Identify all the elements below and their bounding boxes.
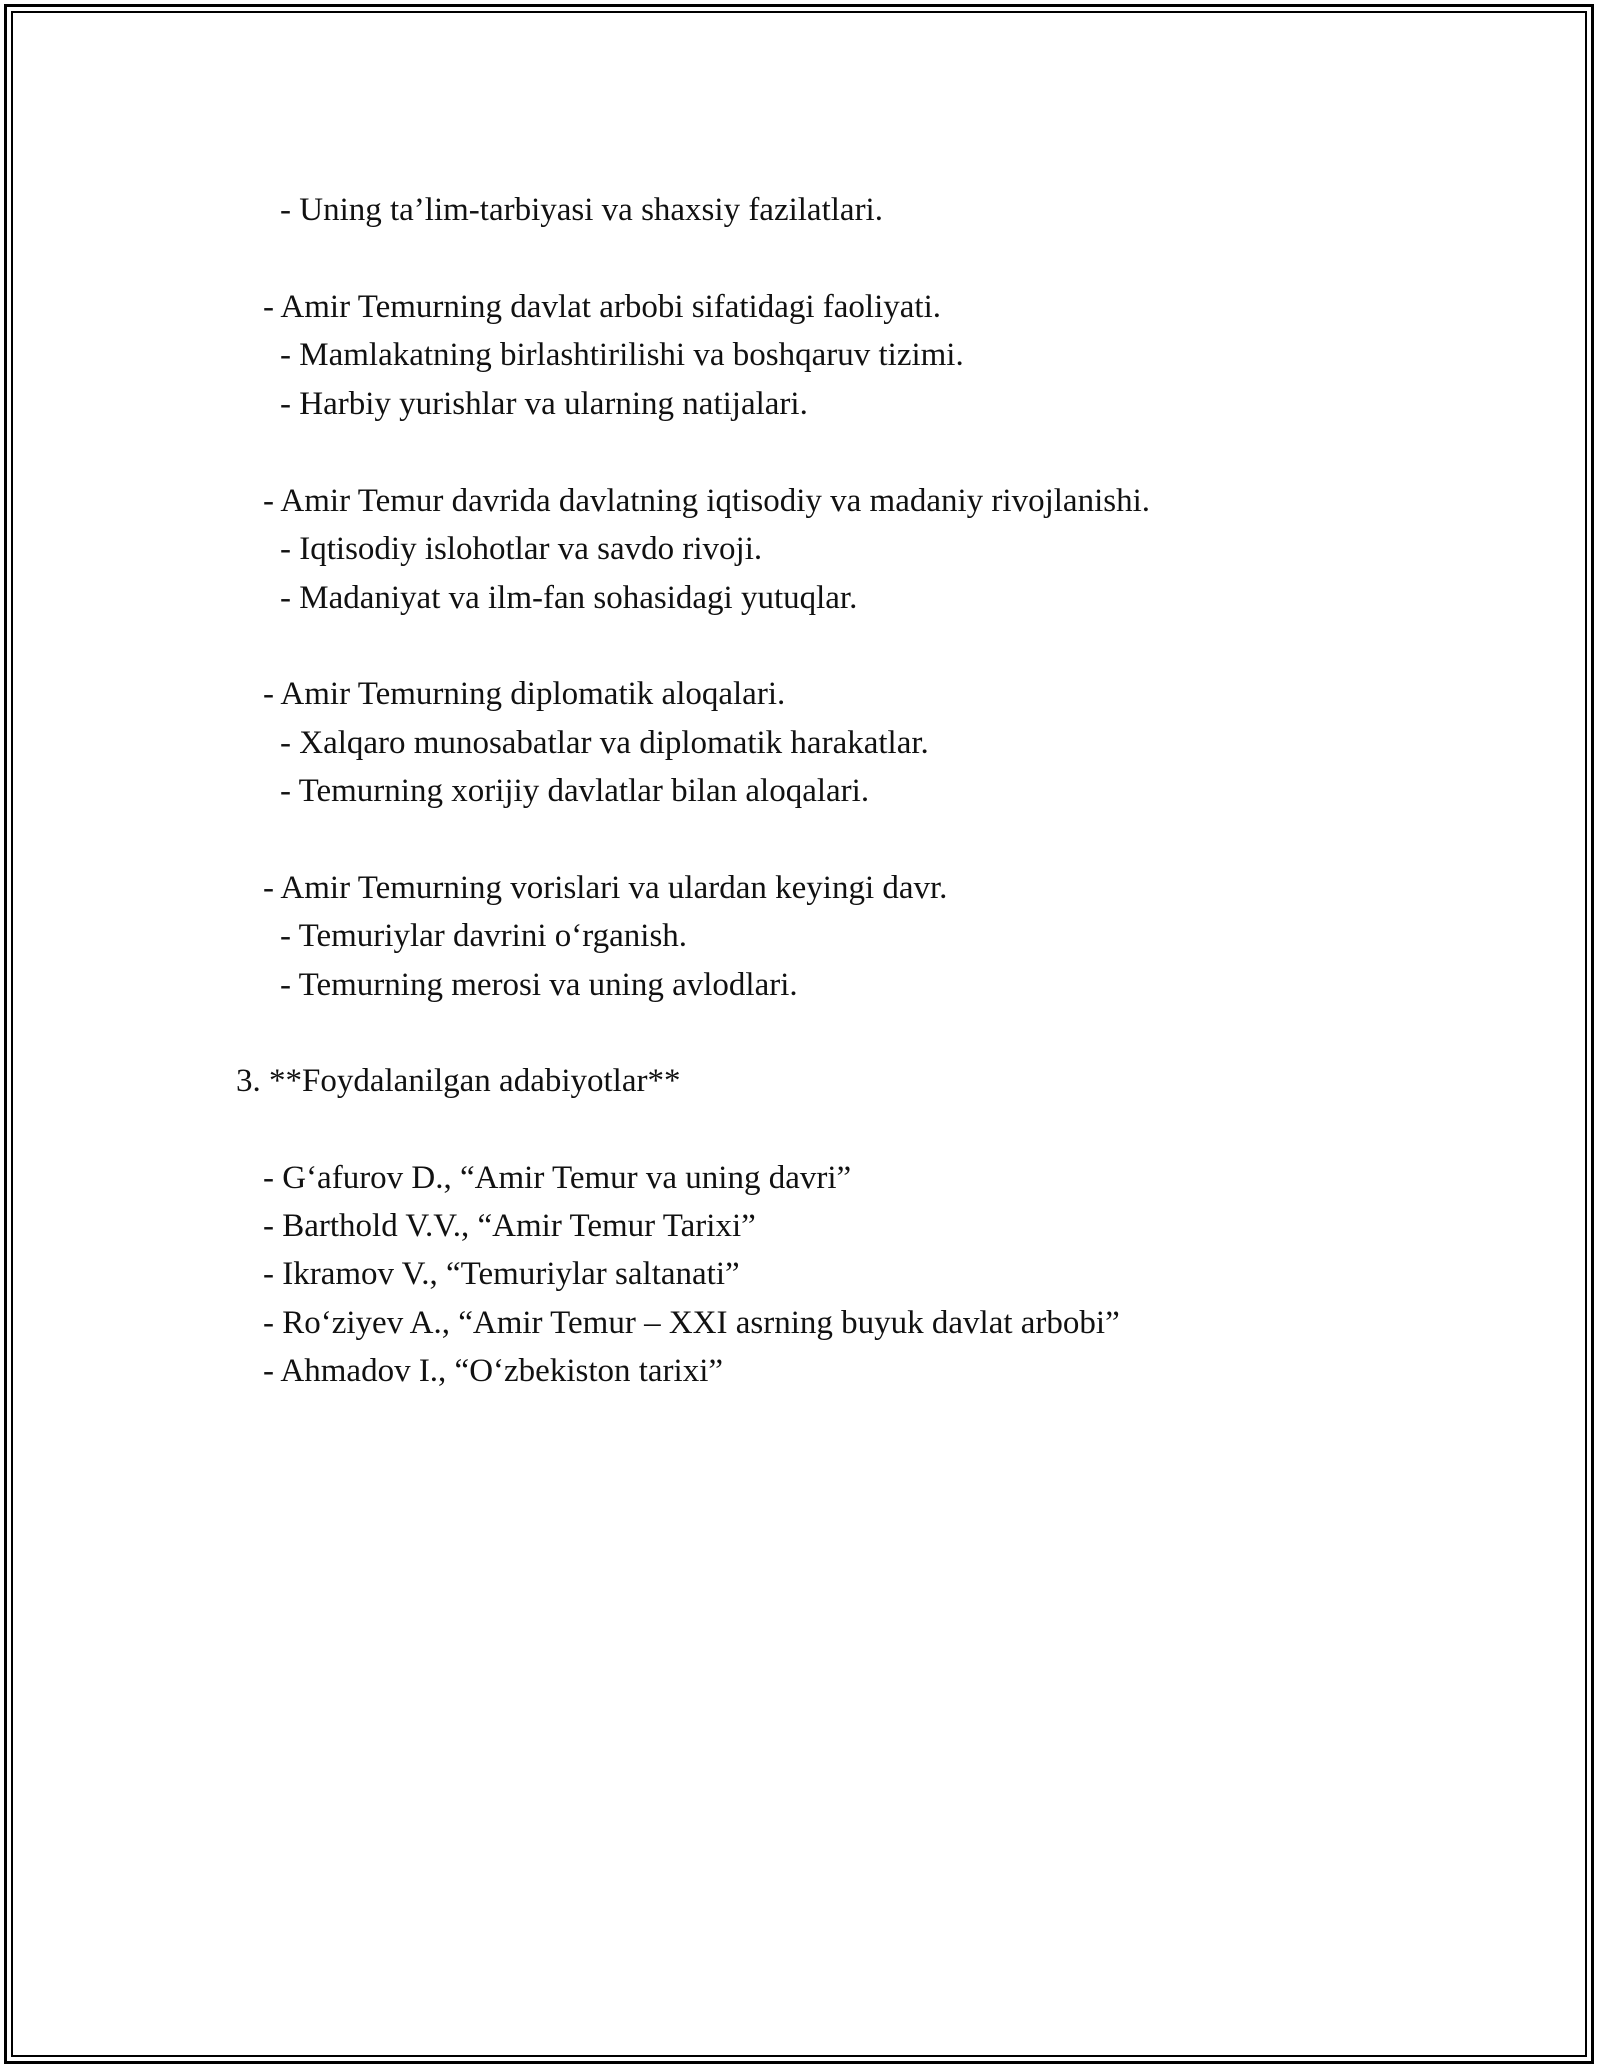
reference-item: - Ikramov V., “Temuriylar saltanati” xyxy=(263,1256,740,1292)
list-item: - Temurning xorijiy davlatlar bilan aloqalari. xyxy=(280,773,870,809)
list-item: - Uning ta’lim-tarbiyasi va shaxsiy fazilatlari. xyxy=(280,192,883,228)
list-item: - Madaniyat va ilm-fan sohasidagi yutuqlar. xyxy=(280,580,858,616)
reference-item: - Barthold V.V., “Amir Temur Tarixi” xyxy=(263,1208,756,1244)
reference-item: - Ahmadov I., “O‘zbekiston tarixi” xyxy=(263,1353,724,1389)
reference-item: - G‘afurov D., “Amir Temur va uning davri” xyxy=(263,1160,852,1196)
list-item: - Temurning merosi va uning avlodlari. xyxy=(280,967,798,1003)
list-item: - Temuriylar davrini o‘rganish. xyxy=(280,918,688,954)
section-heading-diplomacy: - Amir Temurning diplomatik aloqalari. xyxy=(263,676,786,712)
list-item: - Iqtisodiy islohotlar va savdo rivoji. xyxy=(280,531,763,567)
list-item: - Mamlakatning birlashtirilishi va boshqaruv tizimi. xyxy=(280,337,964,373)
references-heading: 3. **Foydalanilgan adabiyotlar** xyxy=(236,1063,681,1099)
reference-item: - Ro‘ziyev A., “Amir Temur – XXI asrning buyuk davlat arbobi” xyxy=(263,1305,1120,1341)
section-heading-statesman: - Amir Temurning davlat arbobi sifatidagi faoliyati. xyxy=(263,289,941,325)
section-heading-economy-culture: - Amir Temur davrida davlatning iqtisodiy va madaniy rivojlanishi. xyxy=(263,483,1151,519)
list-item: - Xalqaro munosabatlar va diplomatik harakatlar. xyxy=(280,725,929,761)
list-item: - Harbiy yurishlar va ularning natijalari. xyxy=(280,386,808,422)
section-heading-successors: - Amir Temurning vorislari va ulardan keyingi davr. xyxy=(263,870,948,906)
